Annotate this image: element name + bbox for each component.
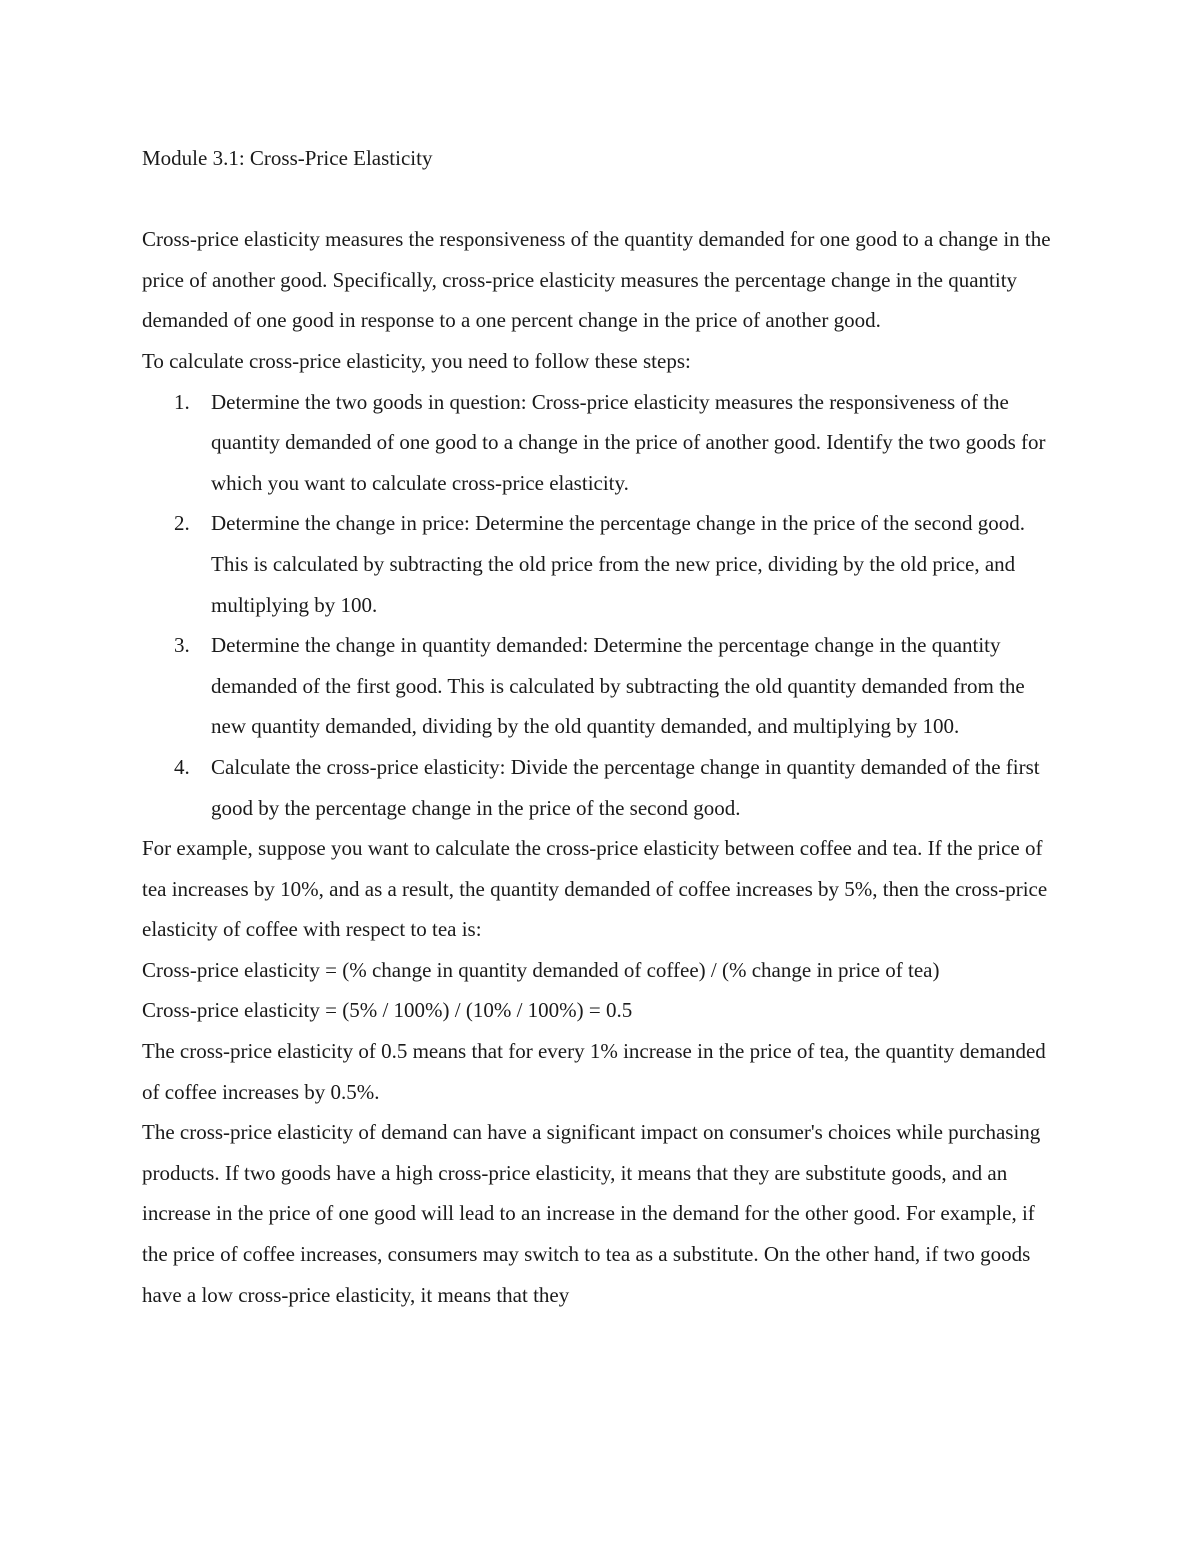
steps-intro-paragraph: To calculate cross-price elasticity, you need to follow these steps: [142, 348, 691, 373]
document-title: Module 3.1: Cross-Price Elasticity [142, 146, 433, 170]
step-number: 4. [174, 754, 190, 779]
step-item [142, 503, 1062, 625]
step-text: Determine the change in quantity demanded: Determine the percentage change in the quantity demanded of the first good. This is calculated by subtracting the old quantity demanded from the new quantity demanded, dividing by the old quantity demanded, and multiplying by 100. [211, 633, 1025, 739]
document-body [142, 138, 1062, 1315]
step-text: Determine the two goods in question: Cross-price elasticity measures the responsiveness of the quantity demanded of one good to a change in the price of another good. Identify the two goods for which you want to calculate cross-price elasticity. [211, 389, 1046, 495]
steps-list [142, 382, 1062, 829]
step-number: 1. [174, 389, 190, 414]
formula-line: Cross-price elasticity = (% change in quantity demanded of coffee) / (% change in price of tea) [142, 957, 940, 982]
step-number: 2. [174, 511, 190, 536]
step-item [142, 625, 1062, 747]
step-text: Determine the change in price: Determine the percentage change in the price of the second good. This is calculated by subtracting the old price from the new price, dividing by the old price, and multiplying by 100. [211, 511, 1025, 617]
step-item [142, 382, 1062, 504]
intro-paragraph: Cross-price elasticity measures the responsiveness of the quantity demanded for one good to a change in the price of another good. Specifically, cross-price elasticity measures the percentage change in the quantity demanded of one good in response to a one percent change in the price of another good. [142, 227, 1051, 333]
formula-line: Cross-price elasticity = (5% / 100%) / (10% / 100%) = 0.5 [142, 998, 633, 1023]
step-text: Calculate the cross-price elasticity: Divide the percentage change in quantity demanded of the first good by the percentage change in the price of the second good. [211, 754, 1040, 820]
impact-paragraph: The cross-price elasticity of demand can have a significant impact on consumer's choices while purchasing products. If two goods have a high cross-price elasticity, it means that they are substitute goods, and an increase in the price of one good will lead to an increase in the demand for the other good. For example, if the price of coffee increases, consumers may switch to tea as a substitute. On the other hand, if two goods have a low cross-price elasticity, it means that they [142, 1120, 1041, 1307]
step-number: 3. [174, 633, 190, 658]
interpretation-paragraph: The cross-price elasticity of 0.5 means that for every 1% increase in the price of tea, the quantity demanded of coffee increases by 0.5%. [142, 1039, 1046, 1104]
blank-line [142, 179, 1062, 220]
step-item [142, 747, 1062, 828]
example-paragraph: For example, suppose you want to calculate the cross-price elasticity between coffee and tea. If the price of tea increases by 10%, and as a result, the quantity demanded of coffee increases by 5%, then the cross-price elasticity of coffee with respect to tea is: [142, 836, 1048, 942]
